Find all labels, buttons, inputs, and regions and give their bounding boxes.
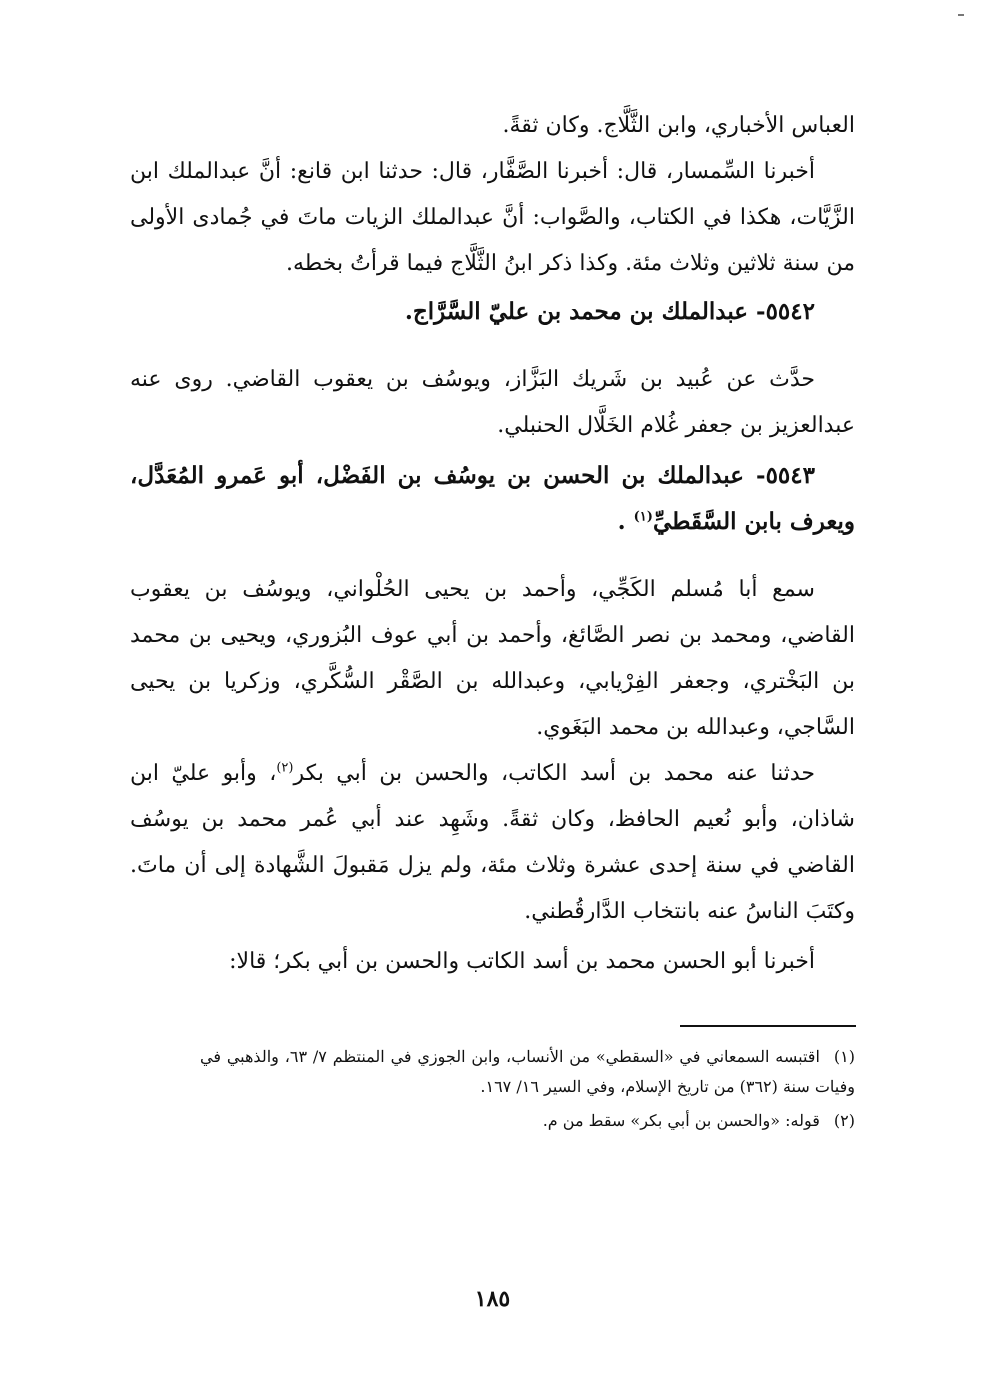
footnote-number: (١) bbox=[833, 1047, 855, 1066]
footnotes bbox=[200, 1042, 855, 1136]
paragraph-narration: حدَّث عن عُبيد بن شَريك البَزَّاز، ويوسُف بن يعقوب القاضي. روى عنه عبدالعزيز بن جعفر غُلام الخَلَّال الحنبلي. bbox=[130, 367, 855, 438]
paragraph-isnad: أخبرنا أبو الحسن محمد بن أسد الكاتب والحسن بن أبي بكر؛ قالا: bbox=[229, 949, 815, 974]
footnote-2 bbox=[200, 1106, 855, 1136]
scan-mark bbox=[958, 14, 964, 16]
paragraph-teachers: سمع أبا مُسلم الكَجِّي، وأحمد بن يحيى الحُلْواني، ويوسُف بن يعقوب القاضي، ومحمد بن نصر الصَّائغ، وأحمد بن أبي عوف البُزوري، ويحيى بن محمد بن البَخْتري، وجعفر الفِرْيابي، وعبدالله بن الصَّقْر السُّكَّري، وزكريا بن يحيى السَّاجي، وعبدالله بن محمد البَغَوي. bbox=[130, 577, 855, 740]
entry-heading-5543 bbox=[130, 453, 855, 545]
page-number: ١٨٥ bbox=[474, 1286, 511, 1312]
footnote-text: اقتبسه السمعاني في «السقطي» من الأنساب، وابن الجوزي في المنتظم ٧/ ٦٣، والذهبي في وفيات سنة (٣٦٢) من تاريخ الإسلام، وفي السير ١٦/ ١٦٧. bbox=[200, 1047, 855, 1096]
paragraph-students-part1: حدثنا عنه محمد بن أسد الكاتب، والحسن بن أبي بكر bbox=[293, 761, 815, 786]
footnote-text: قوله: «والحسن بن أبي بكر» سقط من م. bbox=[542, 1111, 820, 1130]
footnote-1 bbox=[200, 1042, 855, 1102]
paragraph-students bbox=[130, 751, 855, 935]
main-text bbox=[130, 103, 855, 985]
footnote-ref-1: (١) bbox=[633, 509, 653, 525]
paragraph-continuation: العباس الأخباري، وابن الثَّلَّاج. وكان ثقةً. bbox=[502, 113, 855, 138]
footnote-ref-2: (٢) bbox=[276, 760, 294, 776]
entry-heading-end: . bbox=[617, 508, 626, 535]
paragraph-report: أخبرنا السِّمسار، قال: أخبرنا الصَّفَّار، قال: حدثنا ابن قانع: أنَّ عبدالملك ابن الزَّيَّات، هكذا في الكتاب، والصَّواب: أنَّ عبدالملك الزيات ماتَ في جُمادى الأولى من سنة ثلاثين وثلاث مئة. وكذا ذكر ابنُ الثَّلَّاج فيما قرأتُ بخطه. bbox=[130, 159, 855, 276]
footnote-number: (٢) bbox=[833, 1111, 855, 1130]
paragraph-students-part2: ، وأبو عليّ ابن شاذان، وأبو نُعيم الحافظ، وكان ثقةً. وشَهِد عند أبي عُمر محمد بن يوسُف القاضي في سنة إحدى عشرة وثلاث مئة، ولم يزل مَقبولَ الشَّهادة إلى أن ماتَ. وكتَبَ الناسُ عنه بانتخاب الدَّارقُطني. bbox=[130, 761, 855, 924]
footnote-separator bbox=[680, 1025, 856, 1027]
entry-heading-5542: ٥٥٤٢- عبدالملك بن محمد بن عليّ السَّرَّاج. bbox=[404, 298, 815, 325]
entry-heading-text: ٥٥٤٣- عبدالملك بن الحسن بن يوسُف بن الفَضْل، أبو عَمرو المُعَدَّل، ويعرف بابن السَّقَطيِّ bbox=[130, 462, 855, 535]
